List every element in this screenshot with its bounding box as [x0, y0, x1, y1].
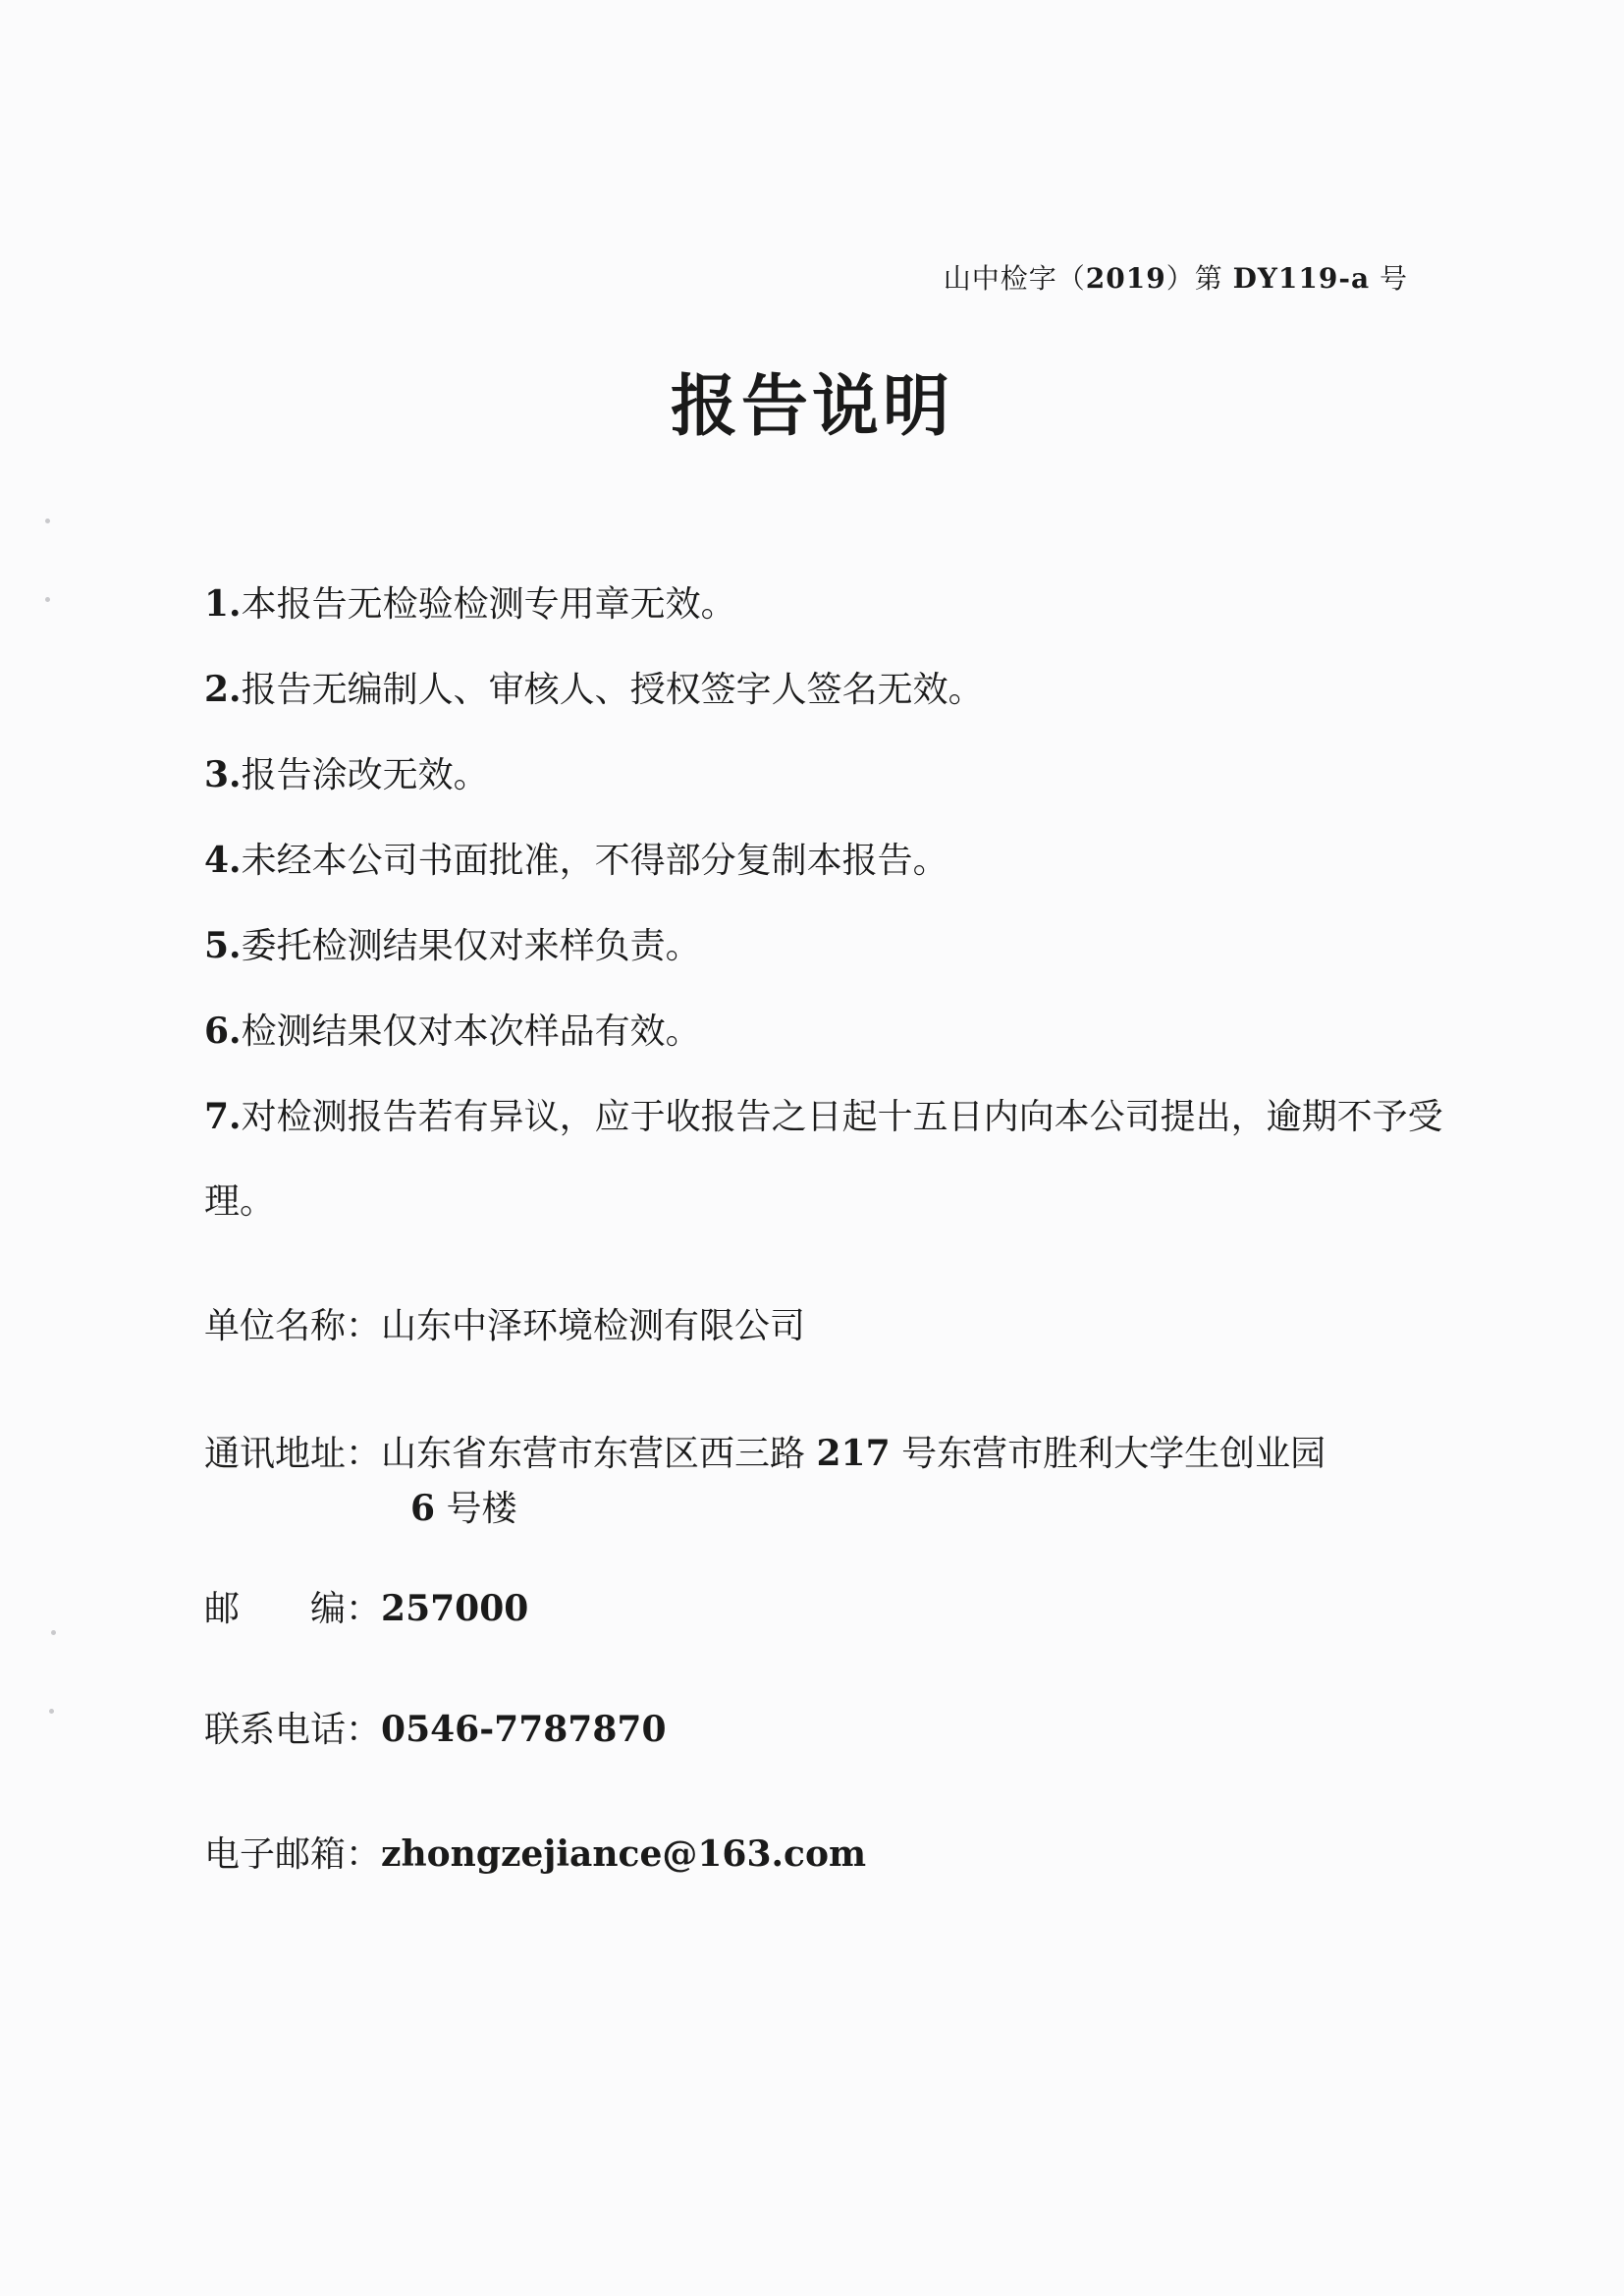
note-item: 2.报告无编制人、审核人、授权签字人签名无效。 [204, 669, 984, 710]
punch-mark [49, 1709, 54, 1714]
phone-row [204, 1702, 1481, 1752]
note-item: 6.检测结果仅对本次样品有效。 [204, 1011, 701, 1052]
document-number: 山中检字（2019）第 DY119-a 号 [943, 262, 1408, 295]
unit-name-row [204, 1298, 1481, 1348]
phone-value: 0546-7787870 [381, 1709, 667, 1750]
address-number: 217 [816, 1433, 891, 1474]
address-label: 通讯地址： [204, 1434, 382, 1474]
note-item: 4.未经本公司书面批准，不得部分复制本报告。 [204, 840, 948, 881]
address-row [204, 1426, 1481, 1476]
note-item: 3.报告涂改无效。 [204, 754, 489, 795]
punch-mark [45, 597, 50, 602]
postcode-label: 邮 编： [204, 1589, 382, 1629]
address-value-part: 山东省东营市东营区西三路 [381, 1434, 817, 1474]
postcode-value: 257000 [381, 1588, 529, 1629]
email-row [204, 1827, 1481, 1877]
page-title: 报告说明 [670, 368, 953, 446]
address-value-part: 号东营市胜利大学生创业园 [890, 1434, 1326, 1474]
note-item: 1.本报告无检验检测专用章无效。 [204, 583, 736, 625]
email-label: 电子邮箱： [204, 1834, 382, 1875]
note-item: 5.委托检测结果仅对来样负责。 [204, 925, 701, 966]
phone-label: 联系电话： [204, 1710, 382, 1750]
unit-name-label: 单位名称： [204, 1306, 382, 1346]
punch-mark [51, 1630, 56, 1635]
building-label: 号楼 [435, 1489, 517, 1529]
building-number: 6 [410, 1488, 436, 1529]
note-item: 7.对检测报告若有异议，应于收报告之日起十五日内向本公司提出，逾期不予受理。 [204, 1096, 1443, 1222]
postcode-row [204, 1581, 1481, 1631]
punch-mark [45, 519, 50, 523]
unit-name-value: 山东中泽环境检测有限公司 [381, 1306, 806, 1346]
email-value: zhongzejiance@163.com [381, 1833, 867, 1875]
report-notes-list [204, 562, 1451, 1244]
address-row-continued [410, 1481, 517, 1531]
